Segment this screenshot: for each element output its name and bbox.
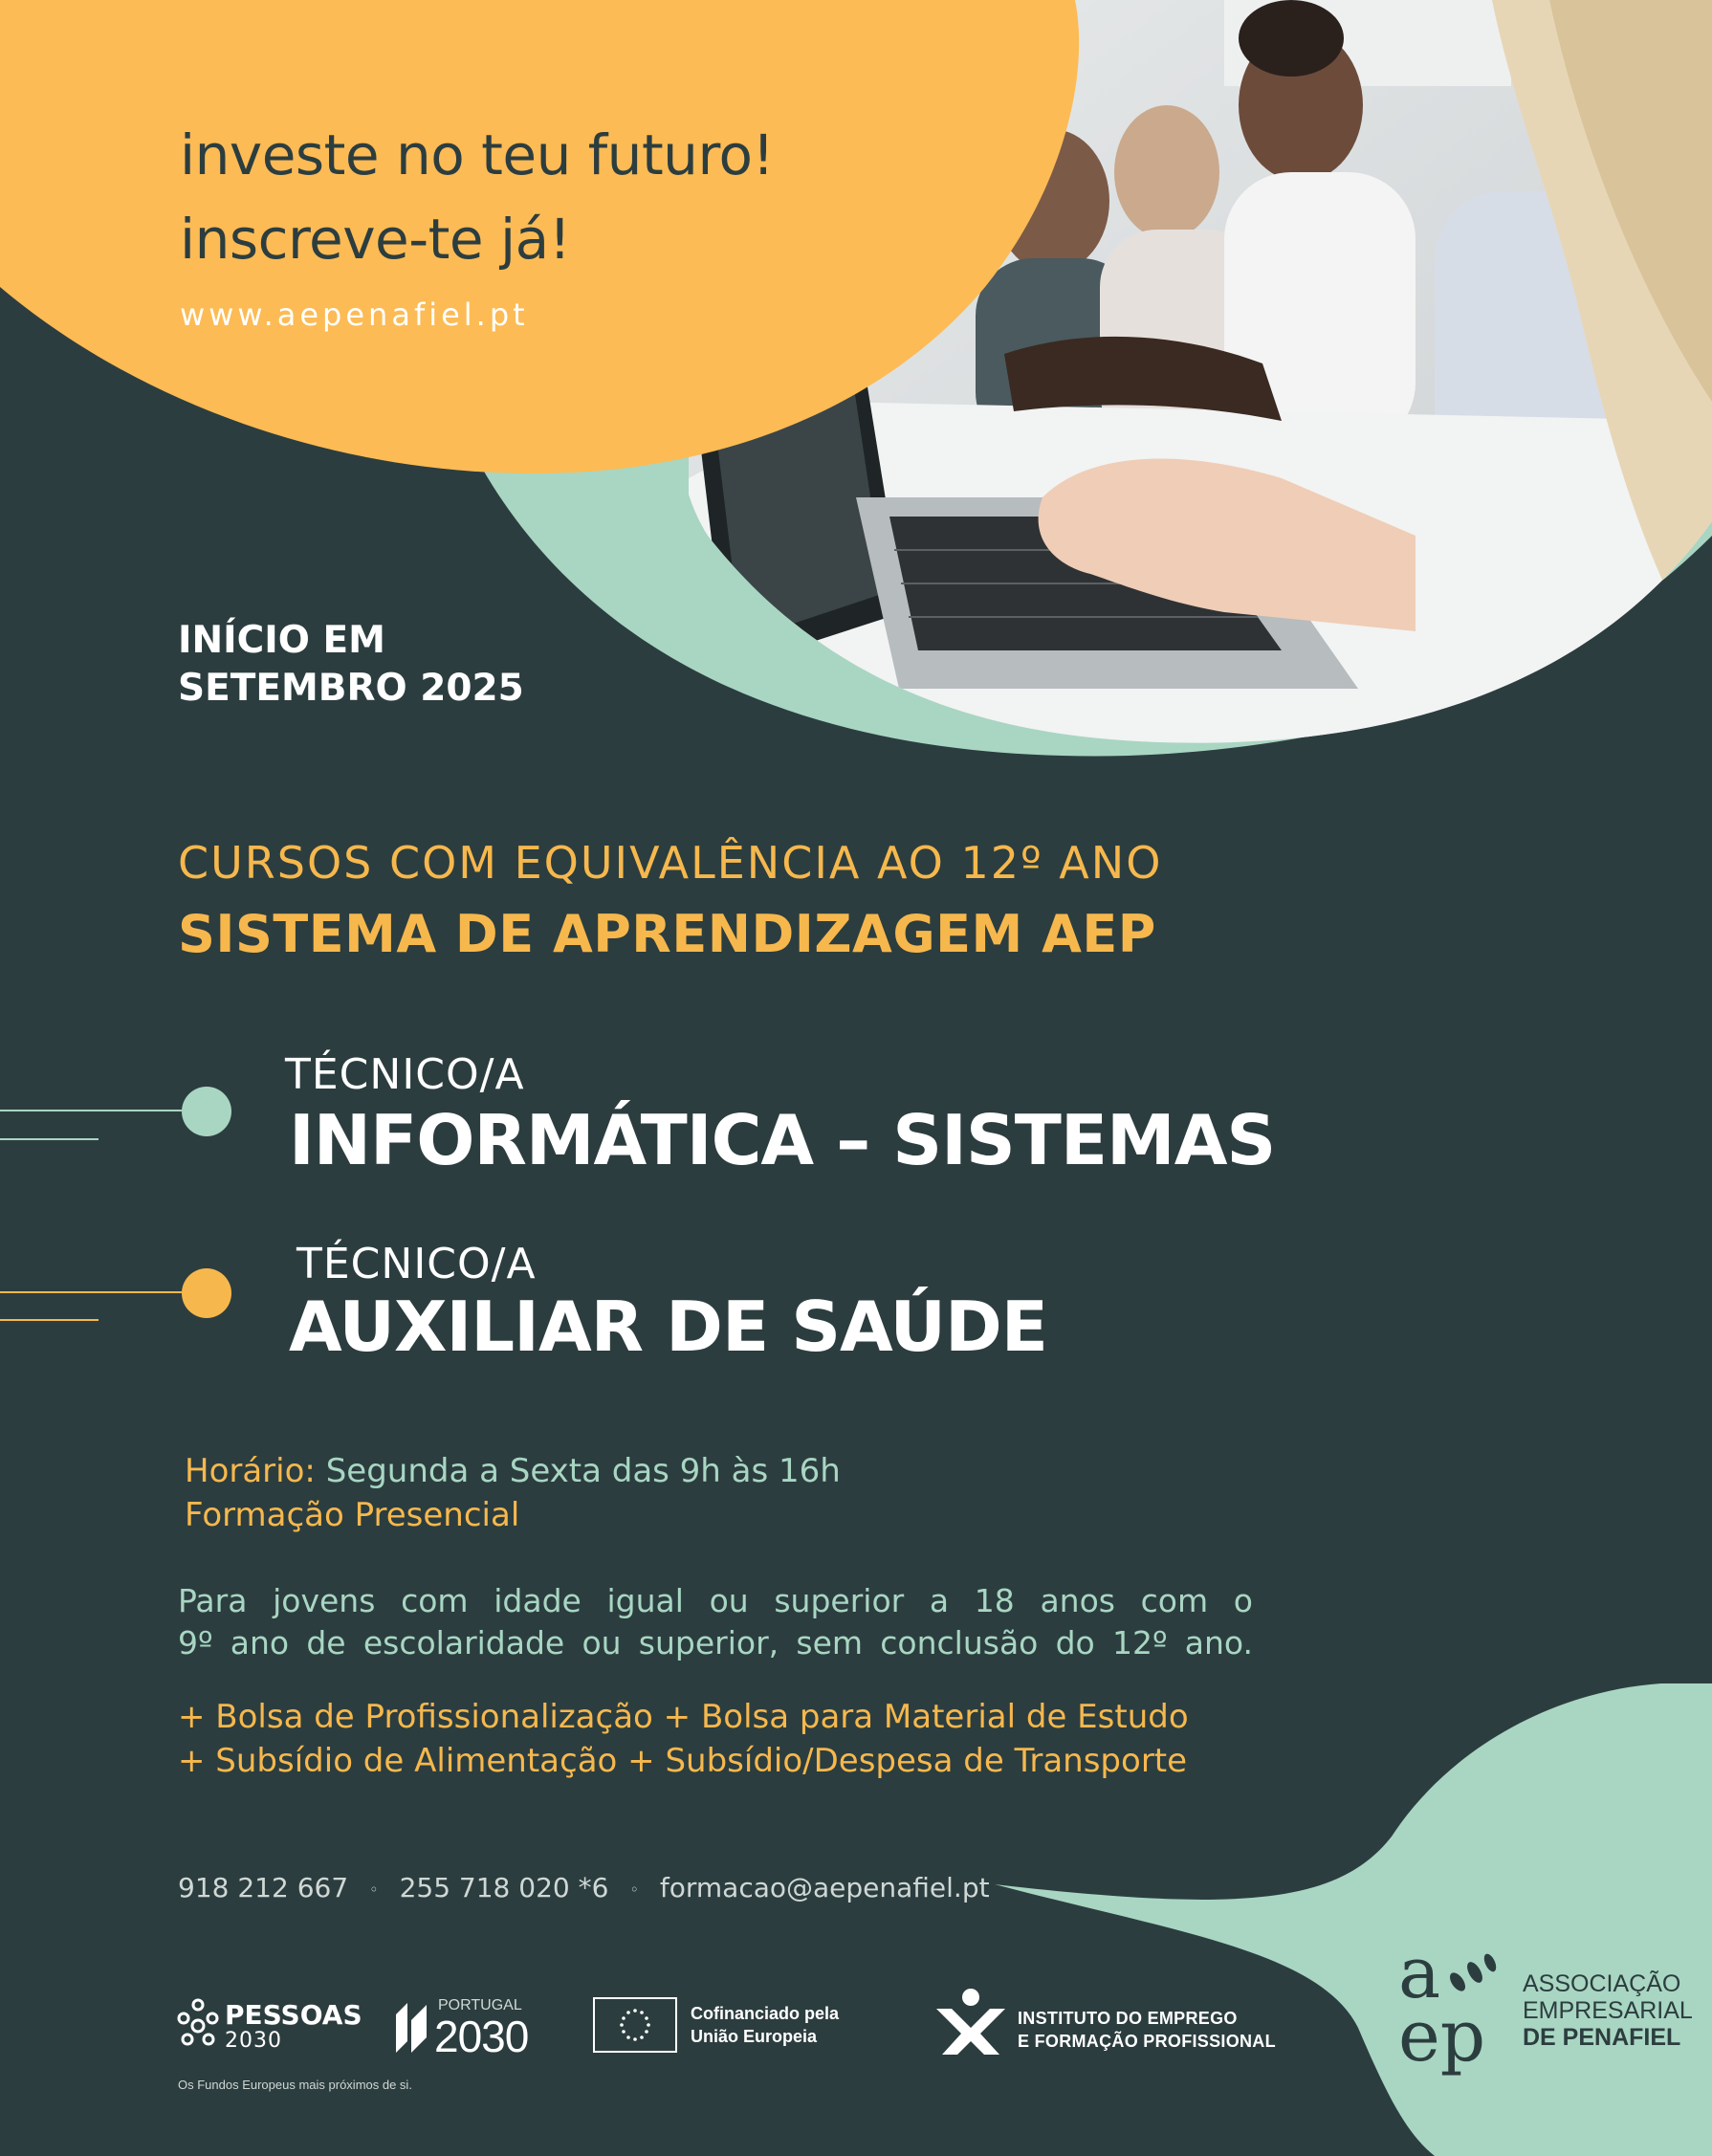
- eu-flag-icon: [593, 1997, 677, 2053]
- course-2-prefix: TÉCNICO/A: [296, 1240, 537, 1288]
- headline: [180, 113, 774, 281]
- course-1-prefix: TÉCNICO/A: [285, 1050, 525, 1099]
- course-1-line-bottom: [0, 1138, 99, 1140]
- headline-line-1: investe no teu futuro!: [180, 122, 775, 187]
- start-line-1: INÍCIO EM: [178, 619, 385, 662]
- headline-line-2: inscreve-te já!: [180, 207, 571, 272]
- iefp-logo-icon: [933, 1988, 1009, 2057]
- email-link[interactable]: formacao@aepenafiel.pt: [659, 1872, 990, 1903]
- contact-separator: ◦: [369, 1880, 379, 1899]
- aep-logo-text: [1523, 1970, 1693, 2051]
- start-line-2: SETEMBRO 2025: [178, 667, 524, 710]
- schedule-label: Horário:: [185, 1452, 316, 1490]
- iefp-line-1: INSTITUTO DO EMPREGO: [1018, 2009, 1238, 2028]
- schedule-value: Segunda a Sexta das 9h às 16h: [325, 1452, 841, 1490]
- course-2-line-bottom: [0, 1319, 99, 1321]
- iefp-logo-text: [1018, 2007, 1276, 2053]
- course-2-dot: [182, 1268, 231, 1318]
- iefp-line-2: E FORMAÇÃO PROFISSIONAL: [1018, 2032, 1276, 2051]
- pessoas-2030-logo-name: PESSOAS: [225, 1999, 362, 2031]
- aep-mark-bottom: ep: [1398, 1995, 1486, 2078]
- aep-line-1: ASSOCIAÇÃO: [1523, 1970, 1681, 1997]
- pessoas-2030-logo-year: 2030: [225, 2029, 282, 2053]
- portugal-2030-icon: [392, 1999, 432, 2053]
- benefits-line-2: + Subsídio de Alimentação + Subsídio/Despesa de Transporte: [178, 1742, 1188, 1780]
- eu-line-2: União Europeia: [691, 2027, 818, 2046]
- eligibility-description: [178, 1580, 1253, 1664]
- program-title: SISTEMA DE APRENDIZAGEM AEP: [178, 904, 1156, 964]
- start-date: [178, 617, 524, 713]
- course-1-line-top: [0, 1110, 182, 1111]
- schedule: [185, 1449, 841, 1537]
- website-link[interactable]: www.aepenafiel.pt: [180, 297, 529, 333]
- course-2-line-top: [0, 1291, 182, 1293]
- aep-speech-bubble-shape: [956, 1683, 1712, 2156]
- pessoas-2030-tagline: Os Fundos Europeus mais próximos de si.: [178, 2078, 412, 2092]
- phone-1[interactable]: 918 212 667: [178, 1872, 349, 1903]
- portugal-2030-logo-label: PORTUGAL: [438, 1997, 522, 2013]
- course-2-name: AUXILIAR DE SAÚDE: [289, 1287, 1047, 1367]
- course-1-name: INFORMÁTICA – SISTEMAS: [289, 1100, 1276, 1180]
- aep-line-2: EMPRESARIAL: [1523, 1997, 1693, 2024]
- contact-separator: ◦: [629, 1880, 639, 1899]
- aep-line-3: DE PENAFIEL: [1523, 2024, 1681, 2051]
- portugal-2030-logo-year: 2030: [434, 2012, 529, 2061]
- eu-line-1: Cofinanciado pela: [691, 2004, 840, 2023]
- benefits-line-1: + Bolsa de Profissionalização + Bolsa para Material de Estudo: [178, 1698, 1189, 1736]
- description-line-2: 9º ano de escolaridade ou superior, sem conclusão do 12º ano.: [178, 1624, 1253, 1661]
- course-1-dot: [182, 1087, 231, 1136]
- contacts: [178, 1872, 990, 1903]
- schedule-mode: Formação Presencial: [185, 1496, 520, 1534]
- aep-leaf-icon: [1444, 1951, 1502, 1999]
- description-line-1: Para jovens com idade igual ou superior a 18 anos com o: [178, 1582, 1253, 1619]
- eu-cofinancing-text: [691, 2002, 839, 2048]
- aep-mark-top: a: [1398, 1932, 1441, 2014]
- program-subtitle: CURSOS COM EQUIVALÊNCIA AO 12º ANO: [178, 837, 1163, 889]
- phone-2[interactable]: 255 718 020 *6: [399, 1872, 609, 1903]
- pessoas-2030-icon: [176, 1997, 220, 2051]
